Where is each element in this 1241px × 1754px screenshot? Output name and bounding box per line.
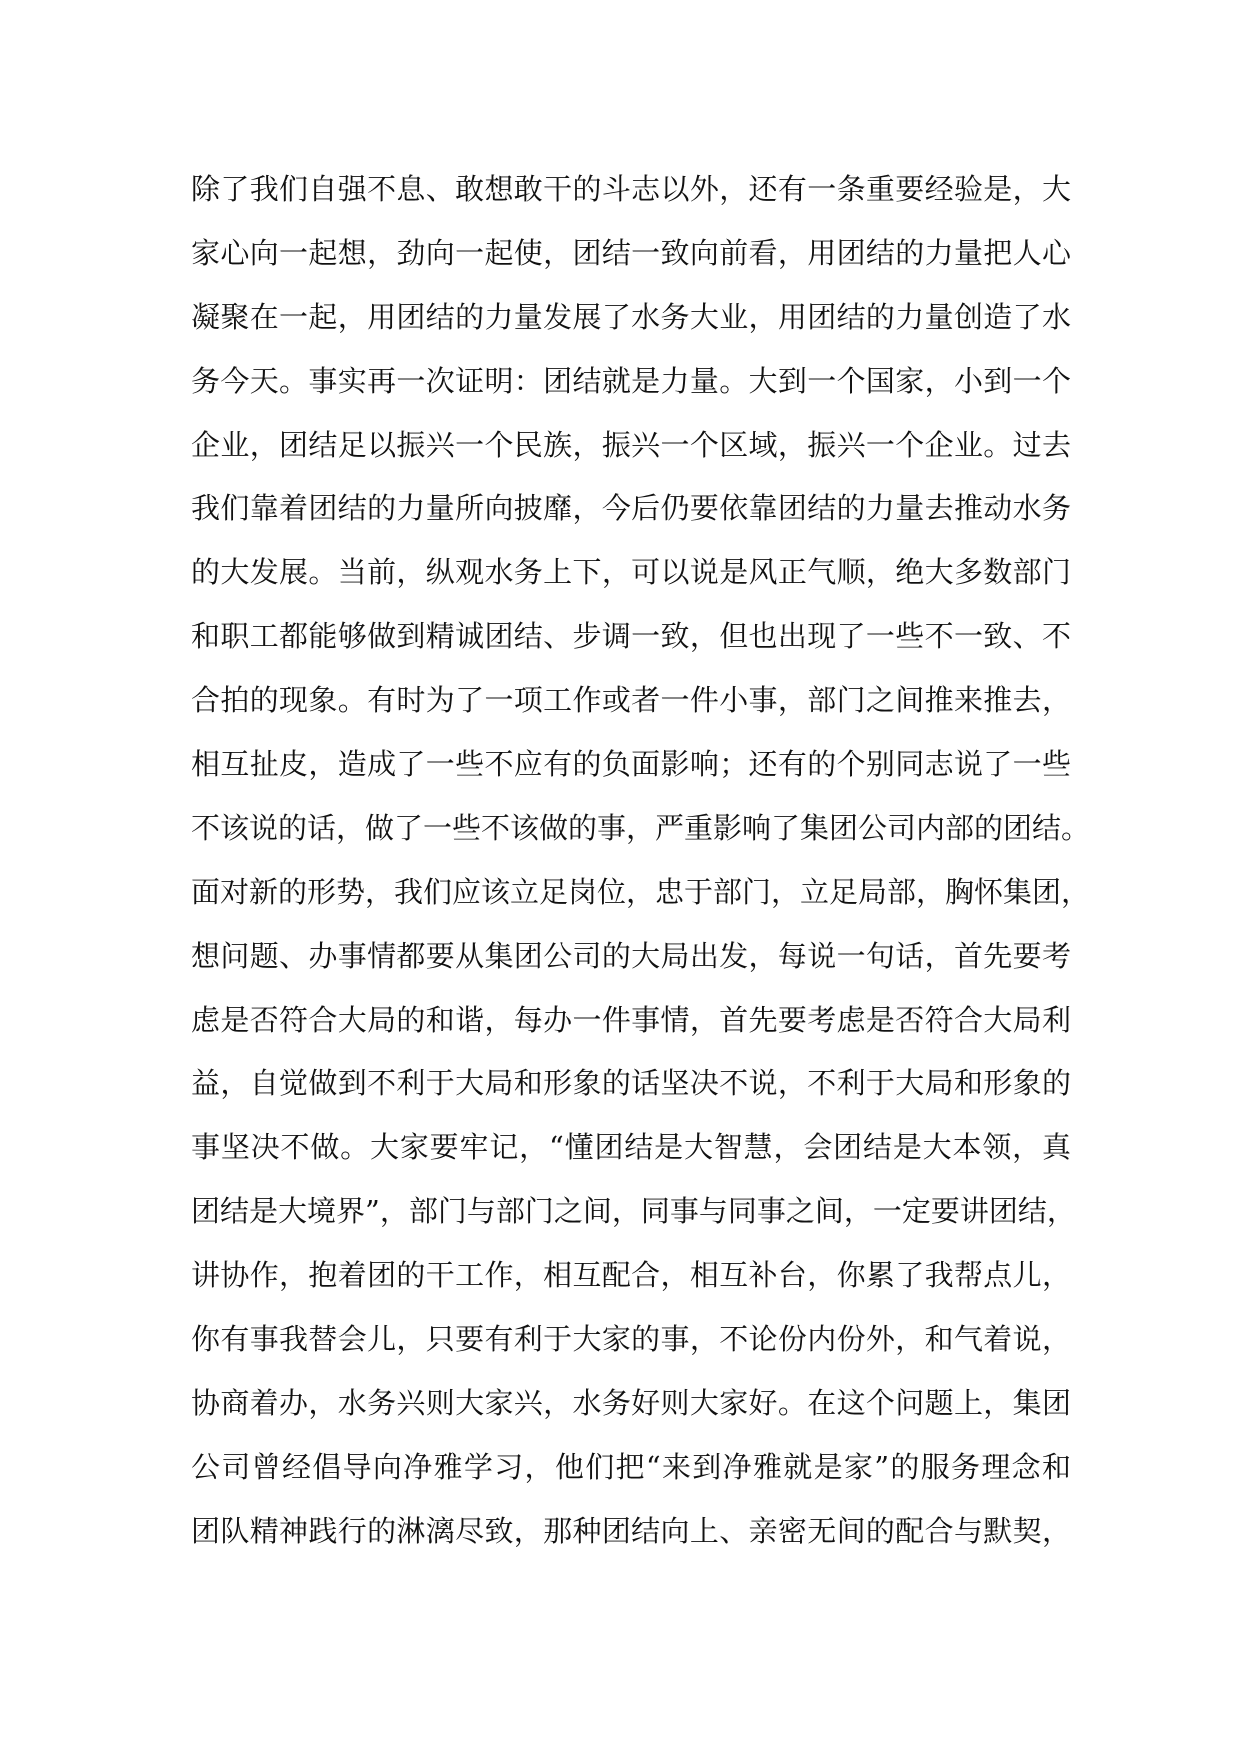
text-line: 凝聚在一起，用团结的力量发展了水务大业，用团结的力量创造了水 — [191, 299, 1071, 334]
text-line: 务今天。事实再一次证明：团结就是力量。大到一个国家，小到一个 — [191, 363, 1071, 398]
text-line: 和职工都能够做到精诚团结、步调一致，但也出现了一些不一致、不 — [191, 619, 1071, 654]
text-line: 不该说的话，做了一些不该做的事，严重影响了集团公司内部的团结。 — [191, 810, 1091, 845]
text-line: 想问题、办事情都要从集团公司的大局出发，每说一句话，首先要考 — [191, 938, 1071, 973]
text-line: 团队精神践行的淋漓尽致，那种团结向上、亲密无间的配合与默契， — [191, 1513, 1071, 1548]
text-line: 企业，团结足以振兴一个民族，振兴一个区域，振兴一个企业。过去 — [191, 427, 1071, 462]
text-line: 家心向一起想，劲向一起使，团结一致向前看，用团结的力量把人心 — [191, 235, 1071, 270]
text-line: 事坚决不做。大家要牢记，“懂团结是大智慧，会团结是大本领，真 — [191, 1130, 1071, 1165]
text-line: 讲协作，抱着团的干工作，相互配合，相互补台，你累了我帮点儿， — [191, 1258, 1071, 1293]
text-line: 相互扯皮，造成了一些不应有的负面影响；还有的个别同志说了一些 — [191, 747, 1071, 782]
text-line: 我们靠着团结的力量所向披靡，今后仍要依靠团结的力量去推动水务 — [191, 491, 1071, 526]
text-line: 虑是否符合大局的和谐，每办一件事情，首先要考虑是否符合大局利 — [191, 1002, 1071, 1037]
text-line: 益，自觉做到不利于大局和形象的话坚决不说，不利于大局和形象的 — [191, 1066, 1071, 1101]
text-line: 合拍的现象。有时为了一项工作或者一件小事，部门之间推来推去， — [191, 683, 1071, 718]
text-line: 公司曾经倡导向净雅学习，他们把“来到净雅就是家”的服务理念和 — [191, 1449, 1071, 1484]
text-line: 除了我们自强不息、敢想敢干的斗志以外，还有一条重要经验是，大 — [191, 172, 1071, 206]
text-line: 团结是大境界”，部门与部门之间，同事与同事之间，一定要讲团结， — [191, 1194, 1076, 1229]
text-line: 协商着办，水务兴则大家兴，水务好则大家好。在这个问题上，集团 — [191, 1385, 1071, 1420]
text-line: 你有事我替会儿，只要有利于大家的事，不论份内份外，和气着说， — [191, 1322, 1071, 1357]
body-paragraph — [191, 158, 1091, 1564]
text-line: 面对新的形势，我们应该立足岗位，忠于部门，立足局部，胸怀集团， — [191, 874, 1091, 909]
text-line: 的大发展。当前，纵观水务上下，可以说是风正气顺，绝大多数部门 — [191, 555, 1071, 590]
